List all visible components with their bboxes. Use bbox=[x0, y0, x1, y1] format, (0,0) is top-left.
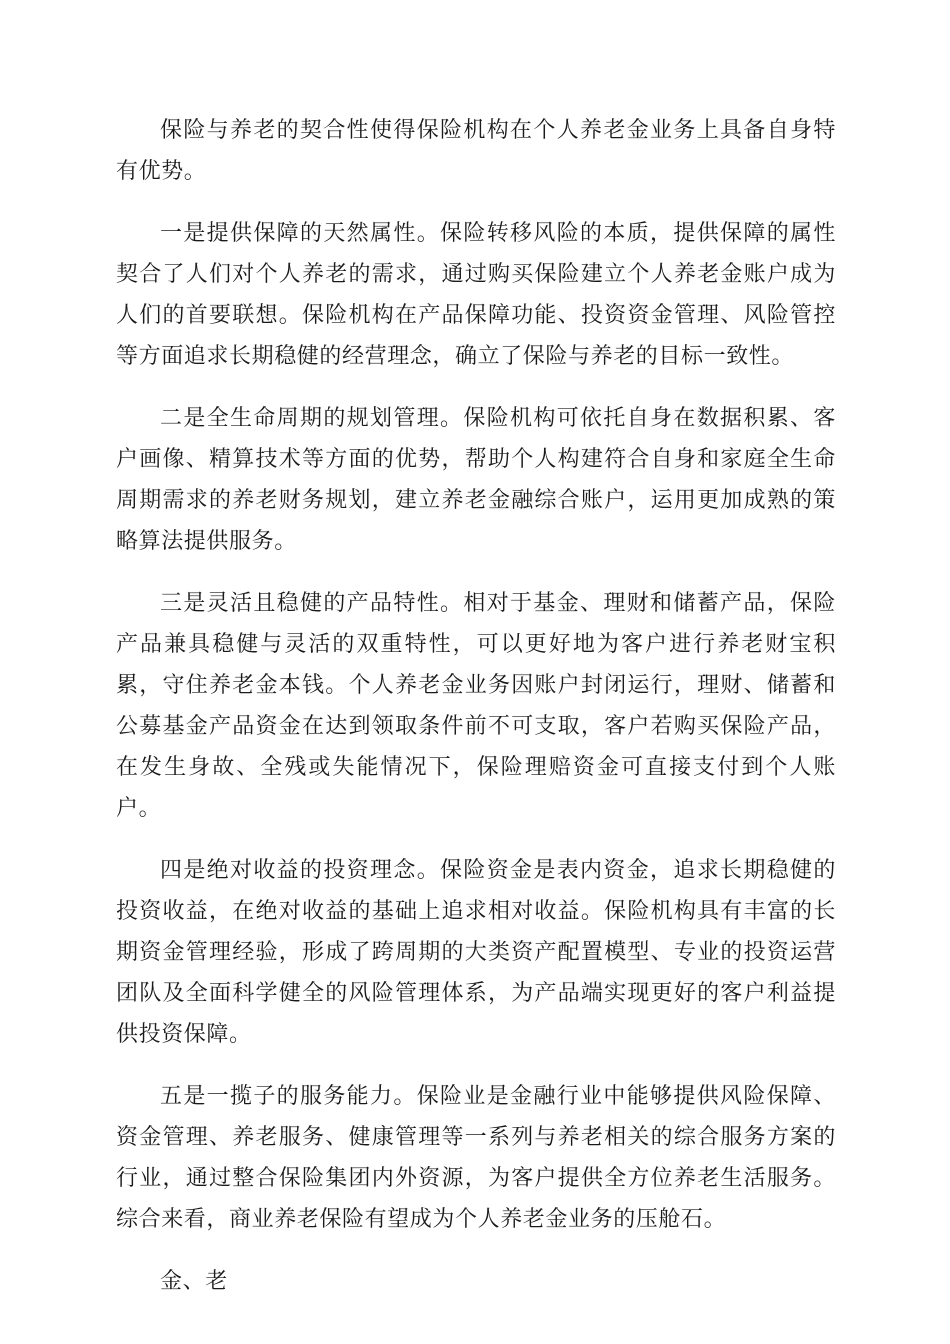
advantage-5-paragraph: 五是一揽子的服务能力。保险业是金融行业中能够提供风险保障、资金管理、养老服务、健康管理等一系列与养老相关的综合服务方案的行业，通过整合保险集团内外资源，为客户提供全方位养老生活服务。综合来看，商业养老保险有望成为个人养老金业务的压舱石。 bbox=[116, 1084, 836, 1232]
document-page bbox=[116, 110, 836, 1323]
advantage-3-paragraph: 三是灵活且稳健的产品特性。相对于基金、理财和储蓄产品，保险产品兼具稳健与灵活的双重特性，可以更好地为客户进行养老财宝积累，守住养老金本钱。个人养老金业务因账户封闭运行，理财、储蓄和公募基金产品资金在达到领取条件前不可支取，客户若购买保险产品，在发生身故、全残或失能情况下，保险理赔资金可直接支付到个人账户。 bbox=[116, 591, 836, 821]
advantage-4-paragraph: 四是绝对收益的投资理念。保险资金是表内资金，追求长期稳健的投资收益，在绝对收益的基础上追求相对收益。保险机构具有丰富的长期资金管理经验，形成了跨周期的大类资产配置模型、专业的投资运营团队及全面科学健全的风险管理体系，为产品端实现更好的客户利益提供投资保障。 bbox=[116, 858, 836, 1047]
trailing-fragment: 金、老 bbox=[160, 1269, 228, 1294]
intro-paragraph: 保险与养老的契合性使得保险机构在个人养老金业务上具备自身特有优势。 bbox=[116, 118, 836, 184]
advantage-1-paragraph: 一是提供保障的天然属性。保险转移风险的本质，提供保障的属性契合了人们对个人养老的需求，通过购买保险建立个人养老金账户成为人们的首要联想。保险机构在产品保障功能、投资资金管理、风险管控等方面追求长期稳健的经营理念，确立了保险与养老的目标一致性。 bbox=[116, 221, 836, 369]
advantage-2-paragraph: 二是全生命周期的规划管理。保险机构可依托自身在数据积累、客户画像、精算技术等方面的优势，帮助个人构建符合自身和家庭全生命周期需求的养老财务规划，建立养老金融综合账户，运用更加成熟的策略算法提供服务。 bbox=[116, 406, 836, 554]
